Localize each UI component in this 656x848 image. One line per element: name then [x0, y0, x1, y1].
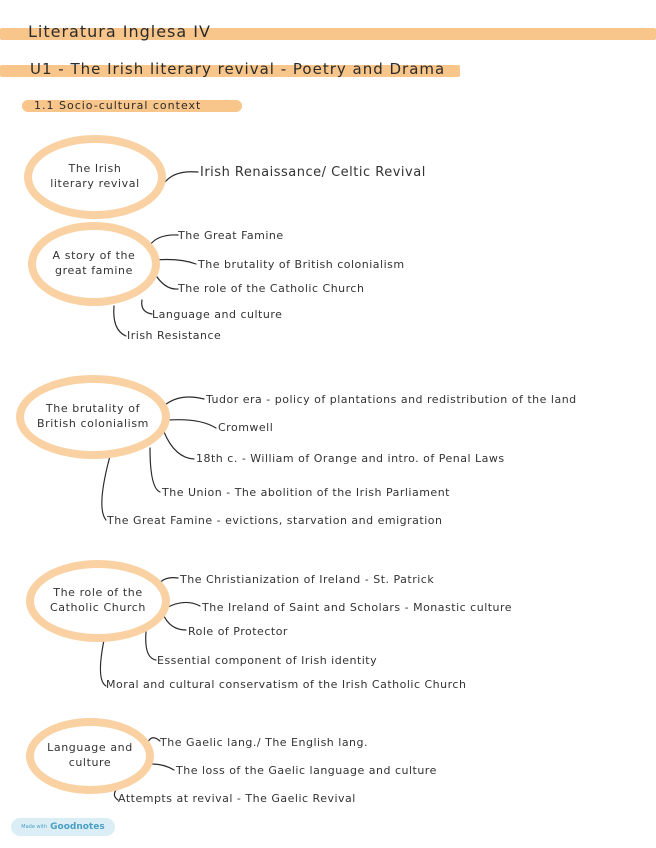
- list-item: Irish Resistance: [127, 329, 222, 342]
- list-item: Role of Protector: [188, 625, 288, 638]
- connector: [165, 172, 198, 182]
- connector: [102, 456, 110, 520]
- badge-prefix: Made with: [21, 824, 48, 830]
- list-item: Essential component of Irish identity: [157, 654, 378, 667]
- unit-title: U1 - The Irish literary revival - Poetry and Drama: [30, 60, 446, 78]
- connector: [114, 306, 126, 336]
- badge-brand: Goodnotes: [50, 822, 105, 832]
- list-item: The role of the Catholic Church: [178, 282, 365, 295]
- list-item: The loss of the Gaelic language and culture: [176, 764, 437, 777]
- connector: [155, 260, 196, 265]
- connector: [150, 235, 178, 245]
- list-item: The Christianization of Ireland - St. Patrick: [180, 573, 435, 586]
- connector: [148, 738, 160, 742]
- connector: [152, 764, 174, 770]
- connector: [164, 432, 194, 459]
- list-item: The Gaelic lang./ The English lang.: [160, 736, 369, 749]
- course-title: Literatura Inglesa IV: [28, 22, 211, 41]
- list-item: Language and culture: [152, 308, 283, 321]
- list-item: The brutality of British colonialism: [198, 258, 405, 271]
- connector: [166, 602, 200, 608]
- list-item: Irish Renaissance/ Celtic Revival: [200, 165, 426, 180]
- topic-label: The role of the Catholic Church: [49, 586, 147, 614]
- connector: [150, 448, 160, 492]
- topic-oval-british-colonialism: [16, 375, 170, 459]
- topic-oval-catholic-church: [26, 560, 170, 642]
- connector: [168, 420, 216, 428]
- connector: [163, 614, 186, 630]
- list-item: Moral and cultural conservatism of the Irish Catholic Church: [106, 678, 467, 691]
- list-item: The Union - The abolition of the Irish Parliament: [162, 486, 450, 499]
- list-item: Tudor era - policy of plantations and redistribution of the land: [206, 393, 577, 406]
- connector: [165, 397, 204, 405]
- topic-label: The Irish literary revival: [50, 162, 140, 190]
- topic-oval-language-culture: [26, 718, 154, 794]
- topic-label: The brutality of British colonialism: [37, 402, 149, 430]
- list-item: The Great Famine - evictions, starvation and emigration: [107, 514, 443, 527]
- topic-label: Language and culture: [47, 741, 133, 769]
- connector: [146, 632, 156, 660]
- list-item: 18th c. - William of Orange and intro. of Penal Laws: [196, 452, 505, 465]
- connector: [155, 274, 178, 289]
- made-with-goodnotes-badge[interactable]: [11, 818, 115, 836]
- list-item: The Ireland of Saint and Scholars - Monastic culture: [202, 601, 513, 614]
- list-item: The Great Famine: [178, 229, 284, 242]
- list-item: Attempts at revival - The Gaelic Revival: [118, 792, 356, 805]
- connector: [142, 300, 152, 314]
- list-item: Cromwell: [218, 421, 274, 434]
- section-title: 1.1 Socio-cultural context: [34, 99, 202, 112]
- topic-oval-irish-literary-revival: [24, 135, 166, 219]
- topic-label: A story of the great famine: [52, 249, 136, 277]
- topic-oval-great-famine: [28, 222, 160, 306]
